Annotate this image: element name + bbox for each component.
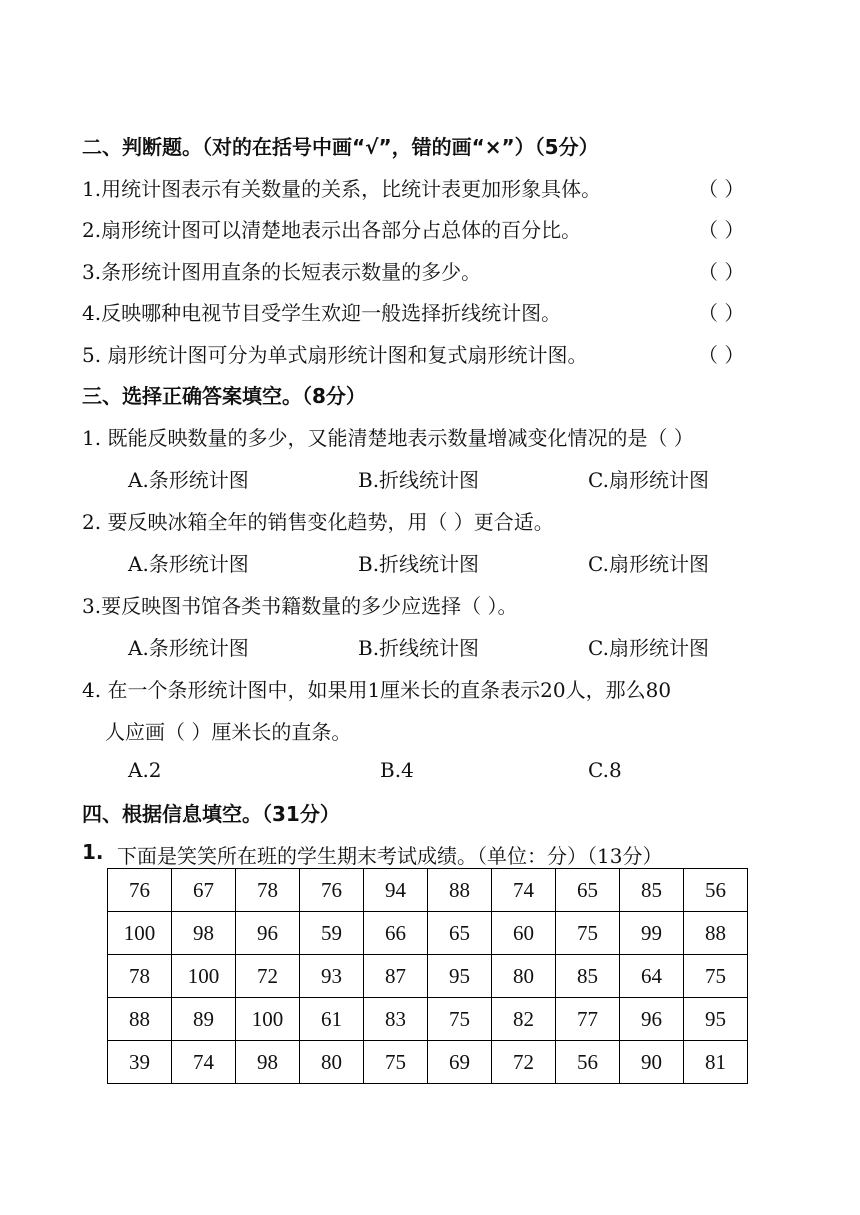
- table-cell: 75: [428, 998, 492, 1041]
- table-cell: 83: [364, 998, 428, 1041]
- table-cell: 100: [236, 998, 300, 1041]
- table-cell: 75: [556, 912, 620, 955]
- table-cell: 98: [236, 1041, 300, 1084]
- q3-option-a[interactable]: A.条形统计图: [128, 636, 249, 660]
- table-cell: 82: [492, 998, 556, 1041]
- judge-item-4: 4.反映哪种电视节目受学生欢迎一般选择折线统计图。: [82, 301, 562, 325]
- table-cell: 89: [172, 998, 236, 1041]
- section-3-title: 三、选择正确答案填空。（8分）: [82, 384, 366, 408]
- q4-option-c[interactable]: C.8: [588, 758, 622, 782]
- table-cell: 96: [236, 912, 300, 955]
- judge-item-5: 5. 扇形统计图可分为单式扇形统计图和复式扇形统计图。: [82, 343, 588, 367]
- table-cell: 75: [684, 955, 748, 998]
- q3-option-b[interactable]: B.折线统计图: [358, 636, 480, 660]
- section-2-title: 二、判断题。（对的在括号中画“√”，错的画“×”）（5分）: [82, 135, 599, 159]
- q3-option-c[interactable]: C.扇形统计图: [588, 636, 709, 660]
- table-cell: 76: [300, 869, 364, 912]
- table-cell: 88: [684, 912, 748, 955]
- q1-option-a[interactable]: A.条形统计图: [128, 468, 249, 492]
- choice-question-1: 1. 既能反映数量的多少，又能清楚地表示数量增减变化情况的是（ ）: [82, 426, 694, 450]
- table-cell: 67: [172, 869, 236, 912]
- q4-option-a[interactable]: A.2: [128, 758, 162, 782]
- table-row: [108, 869, 748, 912]
- table-cell: 81: [684, 1041, 748, 1084]
- table-cell: 85: [620, 869, 684, 912]
- table-cell: 80: [300, 1041, 364, 1084]
- choice-question-3: 3.要反映图书馆各类书籍数量的多少应选择（ ）。: [82, 594, 518, 618]
- q1-option-c[interactable]: C.扇形统计图: [588, 468, 709, 492]
- table-cell: 75: [364, 1041, 428, 1084]
- judge-answer-4[interactable]: （ ）: [698, 301, 745, 325]
- fill-question-1: 下面是笑笑所在班的学生期末考试成绩。（单位：分）（13分）: [117, 844, 663, 868]
- table-cell: 100: [108, 912, 172, 955]
- table-cell: 56: [684, 869, 748, 912]
- table-cell: 39: [108, 1041, 172, 1084]
- table-cell: 88: [108, 998, 172, 1041]
- table-cell: 69: [428, 1041, 492, 1084]
- choice-question-2: 2. 要反映冰箱全年的销售变化趋势，用（ ）更合适。: [82, 510, 554, 534]
- table-cell: 88: [428, 869, 492, 912]
- table-cell: 72: [492, 1041, 556, 1084]
- q2-option-b[interactable]: B.折线统计图: [358, 552, 480, 576]
- q4-option-b[interactable]: B.4: [380, 758, 414, 782]
- judge-answer-2[interactable]: （ ）: [698, 218, 745, 242]
- judge-answer-5[interactable]: （ ）: [698, 343, 745, 367]
- table-cell: 56: [556, 1041, 620, 1084]
- table-cell: 78: [236, 869, 300, 912]
- table-cell: 99: [620, 912, 684, 955]
- table-cell: 74: [492, 869, 556, 912]
- scores-table: [107, 868, 748, 1084]
- table-cell: 65: [556, 869, 620, 912]
- table-row: [108, 955, 748, 998]
- table-cell: 72: [236, 955, 300, 998]
- judge-answer-3[interactable]: （ ）: [698, 260, 745, 284]
- choice-question-4-line2: 人应画（ ）厘米长的直条。: [105, 720, 352, 744]
- table-cell: 80: [492, 955, 556, 998]
- table-cell: 78: [108, 955, 172, 998]
- table-row: [108, 998, 748, 1041]
- table-cell: 77: [556, 998, 620, 1041]
- judge-item-1: 1.用统计图表示有关数量的关系，比统计表更加形象具体。: [82, 177, 602, 201]
- table-cell: 87: [364, 955, 428, 998]
- fill-question-1-number: 1.: [82, 840, 104, 864]
- table-cell: 93: [300, 955, 364, 998]
- table-cell: 95: [684, 998, 748, 1041]
- table-cell: 66: [364, 912, 428, 955]
- table-cell: 94: [364, 869, 428, 912]
- table-cell: 85: [556, 955, 620, 998]
- table-cell: 96: [620, 998, 684, 1041]
- choice-question-4-line1: 4. 在一个条形统计图中，如果用1厘米长的直条表示20人，那么80: [82, 678, 672, 702]
- table-cell: 90: [620, 1041, 684, 1084]
- table-cell: 59: [300, 912, 364, 955]
- table-cell: 64: [620, 955, 684, 998]
- q1-option-b[interactable]: B.折线统计图: [358, 468, 480, 492]
- judge-item-2: 2.扇形统计图可以清楚地表示出各部分占总体的百分比。: [82, 218, 582, 242]
- table-cell: 98: [172, 912, 236, 955]
- table-cell: 60: [492, 912, 556, 955]
- section-4-title: 四、根据信息填空。（31分）: [82, 802, 340, 826]
- table-row: [108, 1041, 748, 1084]
- judge-item-3: 3.条形统计图用直条的长短表示数量的多少。: [82, 260, 482, 284]
- table-row: [108, 912, 748, 955]
- table-cell: 61: [300, 998, 364, 1041]
- q2-option-a[interactable]: A.条形统计图: [128, 552, 249, 576]
- table-cell: 100: [172, 955, 236, 998]
- table-cell: 74: [172, 1041, 236, 1084]
- table-cell: 95: [428, 955, 492, 998]
- judge-answer-1[interactable]: （ ）: [698, 177, 745, 201]
- q2-option-c[interactable]: C.扇形统计图: [588, 552, 709, 576]
- table-cell: 65: [428, 912, 492, 955]
- table-cell: 76: [108, 869, 172, 912]
